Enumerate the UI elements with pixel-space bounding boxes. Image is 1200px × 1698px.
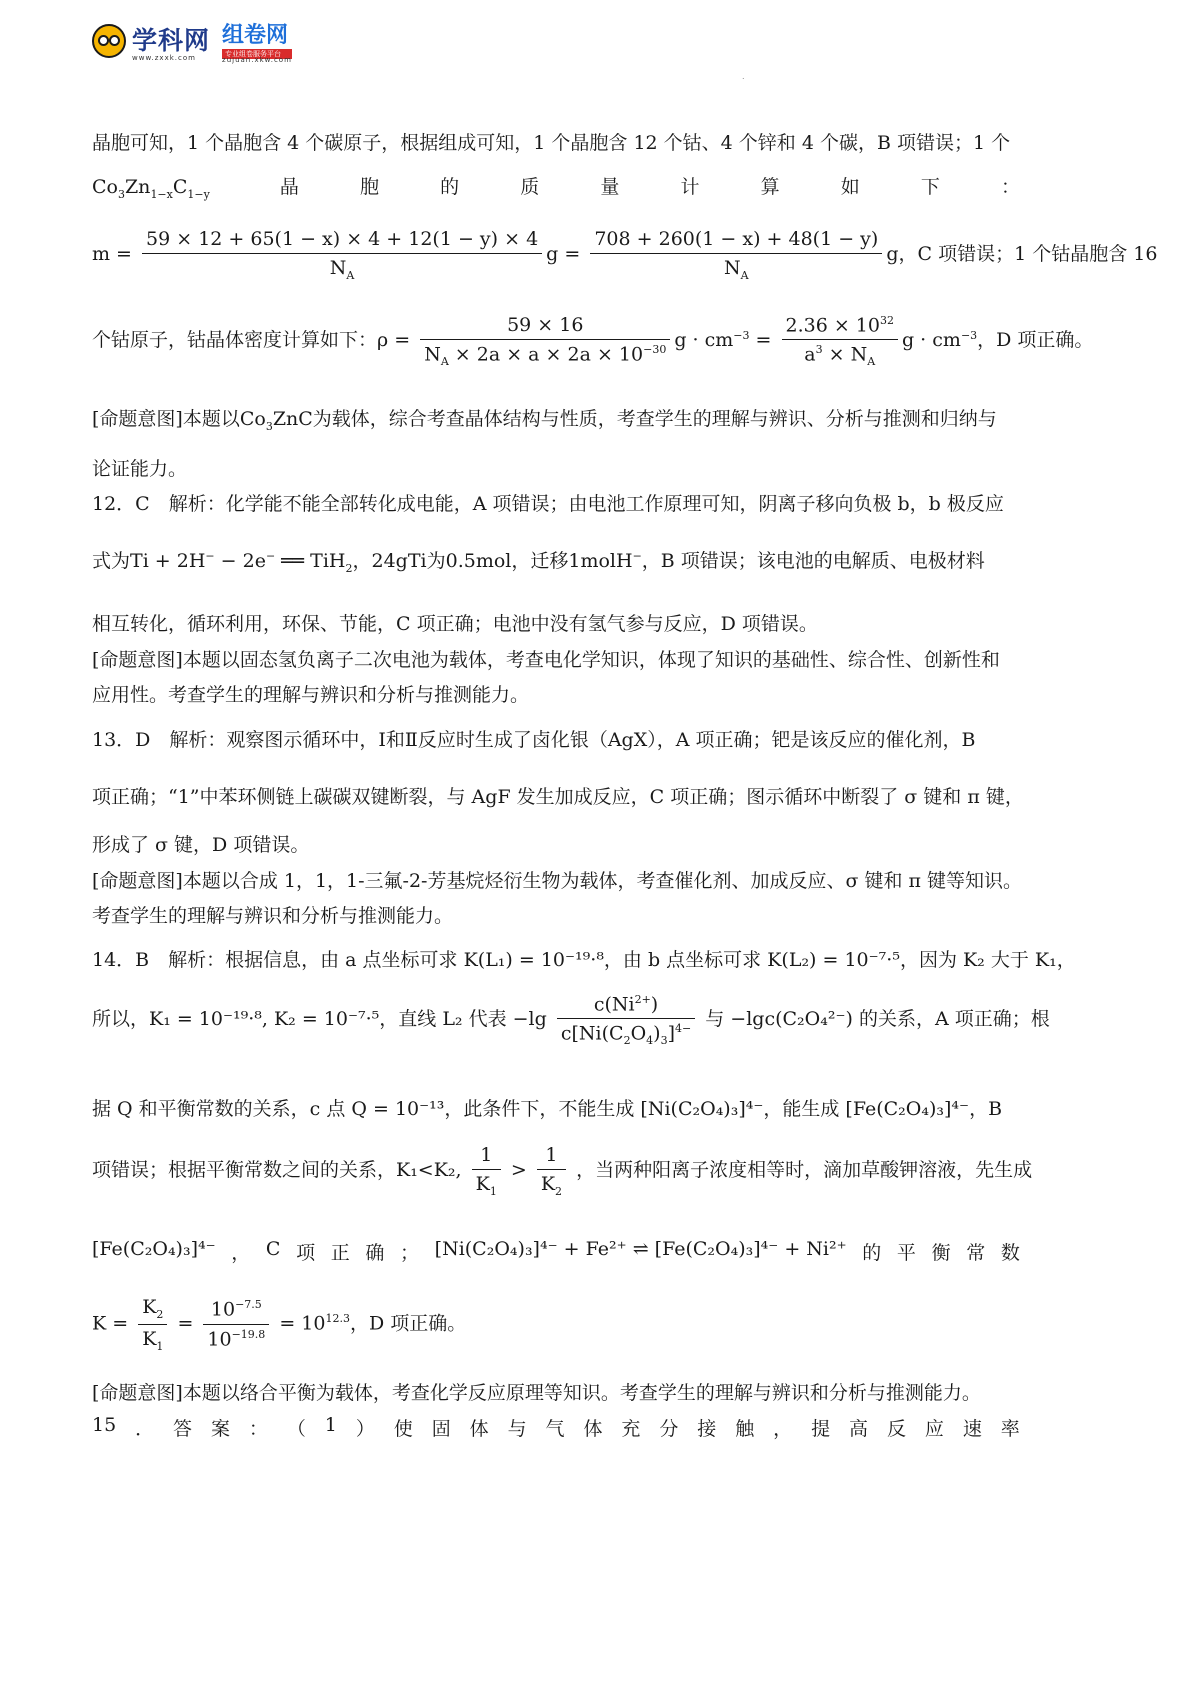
- word: 如: [840, 176, 860, 198]
- q13-intent1: [命题意图]本题以合成 1，1，1-三氟-2-芳基烷烃衍生物为载体，考查催化剂、加成反应、σ 键和 π 键等知识。: [92, 870, 1023, 892]
- formula-co3zn: $Co_3Zn_{1-x}C_{1-y}$: [92, 176, 210, 201]
- spaced-words: [280, 172, 1020, 199]
- word: 算: [760, 176, 780, 198]
- p1-line1: 晶胞可知，1 个晶胞含 4 个碳原子，根据组成可知，1 个晶胞含 12 个钴、4 个锌和 4 个碳，B 项错误；1 个: [92, 132, 1011, 154]
- word: 晶: [279, 176, 299, 198]
- q12-line3: 相互转化，循环利用，环保、节能，C 项正确；电池中没有氢气参与反应，D 项错误。: [92, 613, 818, 635]
- word: [Ni(C₂O₄)₃]⁴⁻ + Fe²⁺ ⇌ [Fe(C₂O₄)₃]⁴⁻ + Ni²⁺: [434, 1238, 847, 1260]
- q14-intent: [命题意图]本题以络合平衡为载体，考查化学反应原理等知识。考查学生的理解与辨识和分析与推测能力。: [92, 1382, 981, 1404]
- q14-line4: 项错误；根据平衡常数之间的关系，K₁<K₂, $\frac{1}{K_1}$ > $\frac{1}{K_2}$ ，当两种阳离子浓度相等时，滴加草酸钾溶液，先生成: [92, 1144, 1033, 1198]
- intent-1-line1: [命题意图]本题以$Co_3ZnC$为载体，综合考查晶体结构与性质，考查学生的理解与辨识、分析与推测和归纳与: [92, 408, 997, 433]
- logo-mascot-icon: [92, 24, 126, 58]
- word: C: [265, 1238, 281, 1260]
- q14-line5: [92, 1238, 1020, 1265]
- numerator: $2.36 \times 10^{32}$: [782, 314, 898, 340]
- word: 项: [296, 1242, 316, 1264]
- logo-domain: www.zxxk.com: [132, 53, 196, 62]
- word: 衡: [931, 1242, 951, 1264]
- page-header: [92, 18, 292, 68]
- denominator: $N_A$: [724, 257, 749, 282]
- denominator: $N_A \times 2a \times a \times 2a \times 10^{-30}$: [424, 343, 667, 369]
- numerator: $c(Ni^{2+})$: [557, 993, 695, 1019]
- word: 胞: [359, 176, 379, 198]
- logo: [92, 18, 292, 64]
- q12-line1: 12．C 解析：化学能不能全部转化成电能，A 项错误；由电池工作原理可知，阴离子移向负极 b，b 极反应: [92, 493, 1004, 515]
- numerator: 59 × 16: [420, 314, 670, 340]
- density-lead: 个钴原子，钴晶体密度计算如下：ρ =: [92, 329, 411, 352]
- q14-line2: 所以，K₁ = 10⁻¹⁹·⁸, K₂ = 10⁻⁷·⁵，直线 L₂ 代表 −lg $\frac{c(Ni^{2+})}{c[Ni(C_2O_4)_3]^{4-}}$ 与 −lgc(C₂O₄²⁻) 的关系，A 项正确；根: [92, 993, 1050, 1048]
- word: 的: [862, 1242, 882, 1264]
- word: ；: [400, 1242, 420, 1264]
- numerator: 708 + 260(1 − x) + 48(1 − y): [590, 228, 882, 254]
- numerator: 59 × 12 + 65(1 − x) × 4 + 12(1 − y) × 4: [142, 228, 542, 254]
- word: ：: [1000, 176, 1020, 198]
- intent-1-line2: 论证能力。: [92, 458, 188, 480]
- word: 的: [440, 176, 460, 198]
- fraction: [420, 314, 670, 368]
- word: 量: [600, 176, 620, 198]
- word: 质: [520, 176, 540, 198]
- denominator: $N_A$: [329, 257, 355, 282]
- logo-main-text: 学科网: [132, 25, 211, 55]
- q12-intent2: 应用性。考查学生的理解与辨识和分析与推测能力。: [92, 684, 530, 706]
- q15-line1: 15 ． 答 案 ： （ 1 ） 使 固 体 与 气 体 充 分 接 触 ， 提 高 反 应 速 率: [92, 1414, 1020, 1440]
- denominator: $c[Ni(C_2O_4)_3]^{4-}$: [560, 1022, 692, 1048]
- word: 确: [365, 1242, 385, 1264]
- q14-line3: 据 Q 和平衡常数的关系，c 点 Q = 10⁻¹³，此条件下，不能生成 [Ni(C₂O₄)₃]⁴⁻，能生成 [Fe(C₂O₄)₃]⁴⁻，B: [92, 1098, 1003, 1120]
- fraction: [590, 228, 882, 282]
- q13-intent2: 考查学生的理解与辨识和分析与推测能力。: [92, 905, 454, 927]
- word: 平: [896, 1242, 916, 1264]
- q14-line6: K = $\frac{K_2}{K_1}$ = $\frac{10^{-7.5}}{10^{-19.8}}$ = $10^{12.3}$，D 项正确。: [92, 1296, 467, 1353]
- p1-line2: [92, 172, 1020, 201]
- word: [Fe(C₂O₄)₃]⁴⁻: [92, 1238, 216, 1260]
- logo-badge: 专业组卷服务平台: [222, 49, 292, 59]
- density-tail: ，D 项正确。: [977, 329, 1094, 352]
- q13-line1: 13．D 解析：观察图示循环中，Ⅰ和Ⅱ反应时生成了卤化银（AgX），A 项正确；钯是该反应的催化剂，B: [92, 729, 976, 751]
- mass-equation: m = $\frac{59 \times 12 + 65(1 - x) \times 4 + 12(1 - y) \times 4}{N_A}$ g = $\frac{708 + 260(1 - x) + 48(1 - y)}{N_A}$ g，C 项错误；1 个钴晶胞含 16: [92, 228, 1158, 282]
- word: 数: [1000, 1242, 1020, 1264]
- fraction: $\frac{K_2}{K_1}$: [138, 1296, 167, 1353]
- fraction: $\frac{1}{K_1}$: [472, 1144, 501, 1198]
- q13-line3: 形成了 σ 键，D 项错误。: [92, 834, 310, 856]
- q14-line1: 14．B 解析：根据信息，由 a 点坐标可求 K(L₁) = 10⁻¹⁹·⁸，由 b 点坐标可求 K(L₂) = 10⁻⁷·⁵，因为 K₂ 大于 K₁，: [92, 949, 1076, 971]
- logo-second-domain: zujuan.xkw.com: [222, 56, 292, 64]
- fraction: $\frac{1}{K_2}$: [537, 1144, 566, 1198]
- word: 计: [680, 176, 700, 198]
- mass-tail: ，C 项错误；1 个钴晶胞含 16: [898, 242, 1158, 265]
- fraction: [557, 993, 695, 1047]
- fraction: [142, 228, 542, 282]
- fraction: $\frac{10^{-7.5}}{10^{-19.8}}$: [203, 1298, 269, 1350]
- denominator: $a^3 \times N_A$: [804, 343, 876, 369]
- q12-line2: 式为Ti + 2H− − 2e− ══ TiH$_2$，24gTi为0.5mol，迁移1molH−，B 项错误；该电池的电解质、电极材料: [92, 549, 985, 575]
- q12-intent1: [命题意图]本题以固态氢负离子二次电池为载体，考查电化学知识，体现了知识的基础性、综合性、创新性和: [92, 649, 1000, 671]
- word: 常: [966, 1242, 986, 1264]
- logo-second-text: 组卷网: [222, 23, 289, 48]
- density-equation: 个钴原子，钴晶体密度计算如下：ρ = $\frac{59 \times 16}{N_A \times 2a \times a \times 2a \times 10^{-30}}$ $g \cdot cm^{-3}$ = $\frac{2.36 \times 10^{32}}{a^3 \times N_A}$ $g \cdot cm^{-3}$，D 项正确。: [92, 314, 1094, 369]
- q13-line2: 项正确；“1”中苯环侧链上碳碳双键断裂，与 AgF 发生加成反应，C 项正确；图示循环中断裂了 σ 键和 π 键，: [92, 786, 1024, 808]
- word: 正: [330, 1242, 350, 1264]
- word: ，: [231, 1242, 251, 1264]
- stray-dot: .: [742, 72, 745, 81]
- fraction: [782, 314, 898, 368]
- word: 下: [920, 176, 940, 198]
